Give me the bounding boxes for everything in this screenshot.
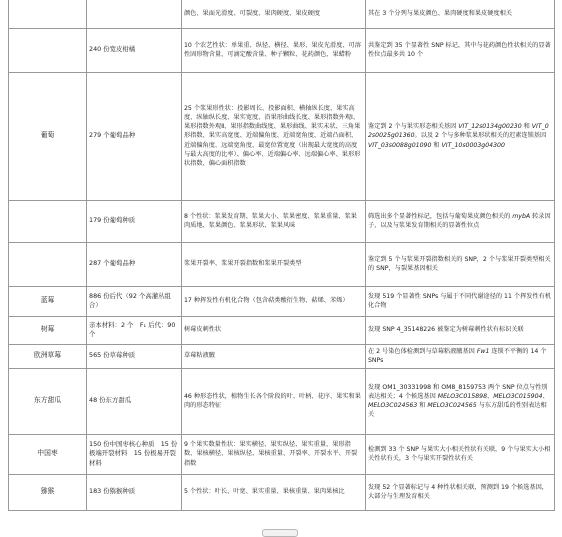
table-row [9, 28, 555, 72]
species-cell: 欧洲草莓 [9, 344, 87, 368]
gene-id: mybA [512, 212, 531, 220]
table-row [9, 286, 555, 316]
findings-cell: 鉴定到 2 个与果实形态相关基因 VIT_12s0134g00230 和 VIT_02s0025g01360。以及 2 个与多种浆果形状相关的迟素连锁基因 VIT_03s0088g01090 和 VIT_10s0003g04300 [366, 72, 555, 200]
species-cell [9, 0, 87, 28]
gene-id: Fw1 [476, 347, 490, 355]
population-cell [87, 0, 182, 28]
findings-cell: 发现 SNP 4_35148226 被鉴定为树莓刺性状有标识关联 [366, 316, 555, 344]
findings-cell: 发现 519 个显著性 SNPs 与属于不同代谢途径的 11 个挥发性有机化合物 [366, 286, 555, 316]
population-cell: 886 份后代（92 个高灌丛组合） [87, 286, 182, 316]
table-row [9, 344, 555, 368]
table-row [9, 474, 555, 510]
gene-id: VIT_10s0003g04300 [441, 141, 505, 149]
gene-id: MELO3C024565 [427, 402, 477, 409]
population-cell: 183 份猕猴种质 [87, 474, 182, 510]
findings-cell: 检测到 33 个 SNP 与果实大小相关性状有关联，9 个与果实大小相关性状有关，3 个与果实开裂性状有关 [366, 434, 555, 474]
population-cell: 48 份东方甜瓜 [87, 368, 182, 434]
traits-cell: 17 种挥发性有机化合物（包含萜类酸衍生物、萜烯、苯烯） [182, 286, 366, 316]
gene-id: VIT_12s0134g00230 [458, 123, 522, 131]
species-cell: 蓝莓 [9, 286, 87, 316]
traits-cell: 25 个浆果形性状：投影周长、投影面积、横轴纵长度、果实高度、纵轴纵长度、果实宽度、沿果形曲线长度、果形指数外观Ⅰ、果形指数外观Ⅱ、果形指数曲线度、果形曲线、果实末状、三角果形指数、果实高宽度、近端偏角度、近端宽角度、近端凸面积、近端偏角度、远端宽角度、最宽位置宽度（出现最大宽度的高度与最大高度的比率）、偏心率、近端偏心率、远端偏心率、果形形状指数、偏心面积指数 [182, 72, 366, 200]
findings-cell: 共鉴定到 35 个显著性 SNP 标记，其中与花药颜色性状相关的显著性位点最多共 10 个 [366, 28, 555, 72]
species-cell: 猕猴 [9, 474, 87, 510]
species-cell [9, 28, 87, 72]
population-cell: 150 份中国枣核心种质 15 份极端开裂材料 15 份极易开裂材料 [87, 434, 182, 474]
findings-cell: 发现 OM1_30331998 和 OM8_8159753 两个 SNP 位点与性别表达相关；4 个候选基因 MELO3C015898、MELO3C015904、MELO3C024563 和 MELO3C024565 与东方甜瓜的性别表达相关 [366, 368, 555, 434]
findings-cell: 发现 52 个显著标记与 4 种性状相关联，预测到 19 个候选基因，大部分与生理发育相关 [366, 474, 555, 510]
traits-cell: 草莓粘液腋 [182, 344, 366, 368]
population-cell: 亲本材料：2 个 F₁ 后代：90 个 [87, 316, 182, 344]
table-row [9, 200, 555, 242]
species-cell: 树莓 [9, 316, 87, 344]
table-row [9, 72, 555, 200]
gene-id: MELO3C015898 [437, 392, 488, 400]
gwas-trait-table [8, 0, 555, 511]
findings-cell: 鉴定到 5 个与浆果开裂指数相关的 SNP，2 个与浆果开裂类型相关的 SNP，与裂果基因相关 [366, 242, 555, 286]
gene-id: VIT_03s0088g01090 [368, 141, 432, 149]
gene-id: VIT_02s0025g01360 [368, 123, 549, 140]
traits-cell: 5 个性状：叶长、叶宽、果实重量、果核重量、果肉果核比 [182, 474, 366, 510]
traits-cell: 9 个果实数量性状：果实横径、果实纵径、果实重量、果形指数、果核横径、果核纵径、果核重量、开裂率、开裂水平、开裂指数 [182, 434, 366, 474]
table-row [9, 368, 555, 434]
population-cell: 179 份葡萄种质 [87, 200, 182, 242]
traits-cell: 浆果开裂率、浆果开裂指数和浆果开裂类型 [182, 242, 366, 286]
species-cell: 葡萄 [9, 72, 87, 200]
species-cell: 东方甜瓜 [9, 368, 87, 434]
gene-id: MELO3C024563 [368, 402, 418, 409]
population-cell: 279 个葡萄品种 [87, 72, 182, 200]
findings-cell: 在 2 号染色体检测到与草莓粘液腋基因 Fw1 连锁不平衡的 14 个 SNPs [366, 344, 555, 368]
table-row [9, 242, 555, 286]
findings-cell: 筛选出多个显著性标记，包括与葡萄果皮颜色相关的 mybA 转录因子，以及与浆果发育期相关的显著性位点 [366, 200, 555, 242]
traits-cell: 10 个农艺性状：单果重、纵径、横径、果形、果皮光滑度、可溶性固形物含量、可滴定酸含量、种子颗粒、花药颜色、果蜡粉 [182, 28, 366, 72]
species-cell [9, 200, 87, 242]
traits-cell: 树莓皮刺性状 [182, 316, 366, 344]
population-cell: 287 个葡萄品种 [87, 242, 182, 286]
population-cell: 240 份宽皮柑橘 [87, 28, 182, 72]
horizontal-scrollbar[interactable] [262, 529, 298, 537]
species-cell [9, 242, 87, 286]
population-cell: 565 份草莓种质 [87, 344, 182, 368]
traits-cell: 颜色、果面光滑度、可裂度、果肉硬度、果皮硬度 [182, 0, 366, 28]
traits-cell: 46 种形态性状，植物生长各个阶段的叶、叶柄、花序、果实和果肉的形态特征 [182, 368, 366, 434]
species-cell: 中国枣 [9, 434, 87, 474]
traits-cell: 8 个性状：浆果发育期、浆果大小、浆果密度、浆果重量、浆果肉质地、浆果颜色、浆果形状、浆果风味 [182, 200, 366, 242]
gene-id: MELO3C015904 [493, 392, 543, 400]
table-row [9, 316, 555, 344]
table-row [9, 434, 555, 474]
table-row [9, 0, 555, 28]
findings-cell: 其在 3 个分列与果皮颜色、果肉硬度和果皮硬度相关 [366, 0, 555, 28]
